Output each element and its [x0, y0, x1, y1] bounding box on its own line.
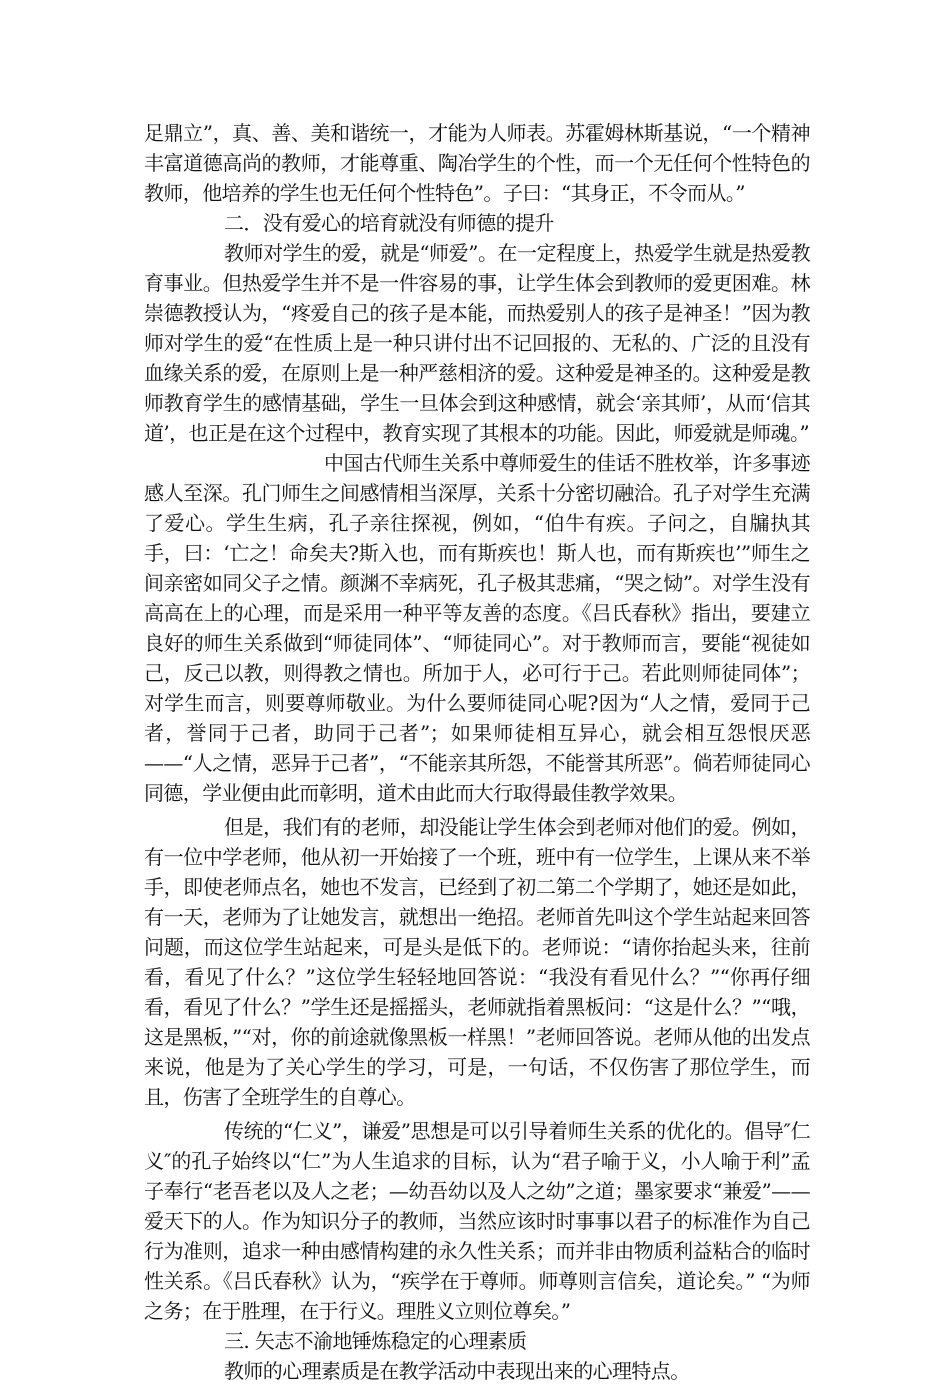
section-heading-3: 三. 矢志不渝地锤炼稳定的心理素质 [224, 1329, 527, 1353]
paragraph-intro: 足鼎立”，真、善、美和谐统一，才能为人师表。苏霍姆林斯基说，“一个精神丰富道德高尚的教师，才能尊重、陶冶学生的个性，而一个无任何个性特色的教师，他培养的学生也无任何个性特色”。子曰：“其身正，不令而从。” [144, 121, 810, 205]
paragraph-teacher-love: 教师对学生的爱，就是“师爱”。在一定程度上，热爱学生就是热爱教育事业。但热爱学生并不是一件容易的事，让学生体会到教师的爱更困难。林崇德教授认为，“疼爱自己的孩子是本能，而热爱别人的孩子是神圣！”因为教师对学生的爱“在性质上是一种只讲付出不记回报的、无私的、广泛的且没有血缘关系的爱，在原则上是一种严慈相济的爱。这种爱是神圣的。这种爱是教师教育学生的感情基础，学生一旦体会到这种感情，就会‘亲其师’，从而‘信其道’，也正是在这个过程中，教育实现了其根本的功能。因此，师爱就是师魂。” [144, 241, 810, 445]
paragraph-psychology: 教师的心理素质是在教学活动中表现出来的心理特点。 [224, 1359, 690, 1383]
paragraph-example: 但是，我们有的老师，却没能让学生体会到老师对他们的爱。例如，有一位中学老师，他从初一开始接了一个班，班中有一位学生，上课从来不举手，即使老师点名，她也不发言，已经到了初二第二个学期了，她还是如此，有一天，老师为了让她发言，就想出一绝招。老师首先叫这个学生站起来回答问题，而这位学生站起来，可是头是低下的。老师说：“请你抬起头来，往前看，看见了什么？”这位学生轻轻地回答说：“我没有看见什么？”“你再仔细看，看见了什么？”学生还是摇摇头，老师就指着黑板问：“这是什么？”“哦，这是黑板，”“对，你的前途就像黑板一样黑！”老师回答说。老师从他的出发点来说，他是为了关心学生的学习，可是，一句话，不仅伤害了那位学生，而且，伤害了全班学生的自尊心。 [144, 815, 810, 1109]
section-heading-2: 二．没有爱心的培育就没有师德的提升 [224, 211, 554, 235]
paragraph-tradition: 传统的“仁义”，谦爱”思想是可以引导着师生关系的优化的。倡导″仁义″的孔子始终以“仁”为人生追求的目标，认为“君子喻于义，小人喻于利”孟子奉行“老吾老以及人之老；—幼吾幼以及人之幼”之道；墨家要求“兼爱”——爱天下的人。作为知识分子的教师，当然应该时时事事以君子的标准作为自己行为准则，追求一种由感情构建的永久性关系；而并非由物质利益粘合的临时性关系。《吕氏春秋》认为，“疾学在于尊师。师尊则言信矣，道论矣。” “为师之务；在于胜理，在于行义。理胜义立则位尊矣。” [144, 1119, 810, 1323]
paragraph-ancient-relations: 中国古代师生关系中尊师爱生的佳话不胜枚举，许多事迹感人至深。孔门师生之间感情相当深厚，关系十分密切融洽。孔子对学生充满了爱心。学生生病，孔子亲往探视，例如，“伯牛有疾。子问之，自牖执其手，曰：‘亡之！命矣夫?斯入也，而有斯疾也！斯人也，而有斯疾也’”师生之间亲密如同父子之情。颜渊不幸病死，孔子极其悲痛，“哭之恸”。对学生没有高高在上的心理，而是采用一种平等友善的态度。《吕氏春秋》指出，要建立良好的师生关系做到“师徒同体”、“师徒同心”。对于教师而言，要能“视徒如己，反己以教，则得教之情也。所加于人，必可行于己。若此则师徒同体”；对学生而言，则要尊师敬业。为什么要师徒同心呢?因为“人之情，爱同于己者，誉同于己者，助同于己者”；如果师徒相互异心，就会相互怨恨厌恶——“人之情，恶异于己者”，“不能亲其所怨，不能誉其所恶”。倘若师徒同心同德，学业便由此而彰明，道术由此而大行取得最佳教学效果。 [144, 451, 810, 805]
document-body [144, 118, 810, 1386]
